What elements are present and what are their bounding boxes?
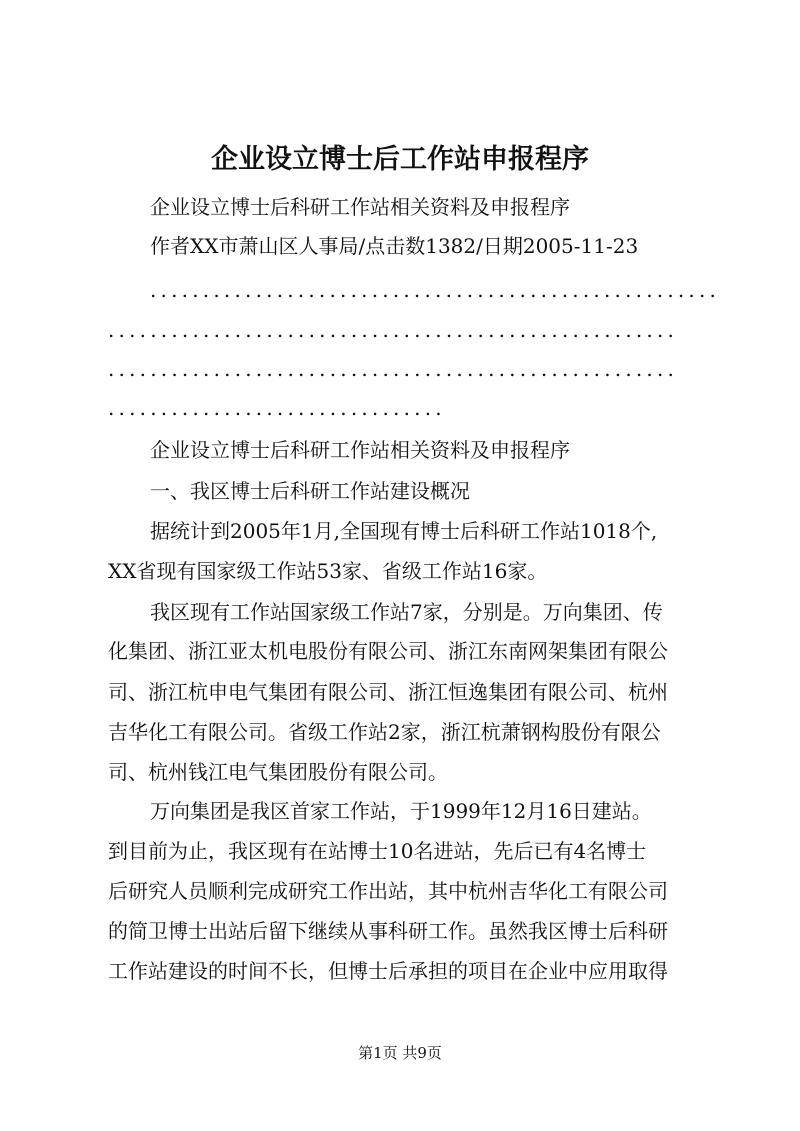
document-byline: 作者XX市萧山区人事局/点击数1382/日期2005-11-23	[150, 234, 639, 258]
paragraph-line: 到目前为止，我区现有在站博士10名进站，先后已有4名博士	[108, 839, 647, 863]
dot-leader-line: ......................................................	[150, 278, 720, 302]
dot-leader-line: ......................................................	[108, 318, 679, 342]
paragraph-line: 万向集团是我区首家工作站，于1999年12月16日建站。	[150, 799, 652, 823]
paragraph-line: 据统计到2005年1月,全国现有博士后科研工作站1018个,	[150, 519, 658, 543]
paragraph-line: 的简卫博士出站后留下继续从事科研工作。虽然我区博士后科研	[108, 919, 668, 943]
dot-leader-line: ................................	[108, 396, 446, 420]
document-title: 企业设立博士后工作站申报程序	[211, 144, 589, 175]
paragraph-line: 吉华化工有限公司。省级工作站2家，浙江杭萧钢构股份有限公	[108, 720, 661, 744]
paragraph-line: 司、杭州钱江电气集团股份有限公司。	[108, 760, 448, 784]
section-heading-repeat: 企业设立博士后科研工作站相关资料及申报程序	[150, 438, 570, 462]
paragraph-line: 化集团、浙江亚太机电股份有限公司、浙江东南网架集团有限公	[108, 639, 668, 663]
paragraph-line: 我区现有工作站国家级工作站7家，分别是。万向集团、传	[150, 600, 663, 624]
dot-leader-line: ......................................................	[108, 357, 679, 381]
paragraph-line: 后研究人员顺利完成研究工作出站，其中杭州吉华化工有限公司	[108, 879, 668, 903]
section-heading-one: 一、我区博士后科研工作站建设概况	[150, 479, 470, 503]
page-number-footer: 第1页 共9页	[358, 1044, 442, 1062]
paragraph-line: 司、浙江杭申电气集团有限公司、浙江恒逸集团有限公司、杭州	[108, 680, 668, 704]
paragraph-line: XX省现有国家级工作站53家、省级工作站16家。	[108, 559, 548, 583]
document-subtitle: 企业设立博士后科研工作站相关资料及申报程序	[150, 195, 570, 219]
paragraph-line: 工作站建设的时间不长，但博士后承担的项目在企业中应用取得	[108, 959, 668, 983]
